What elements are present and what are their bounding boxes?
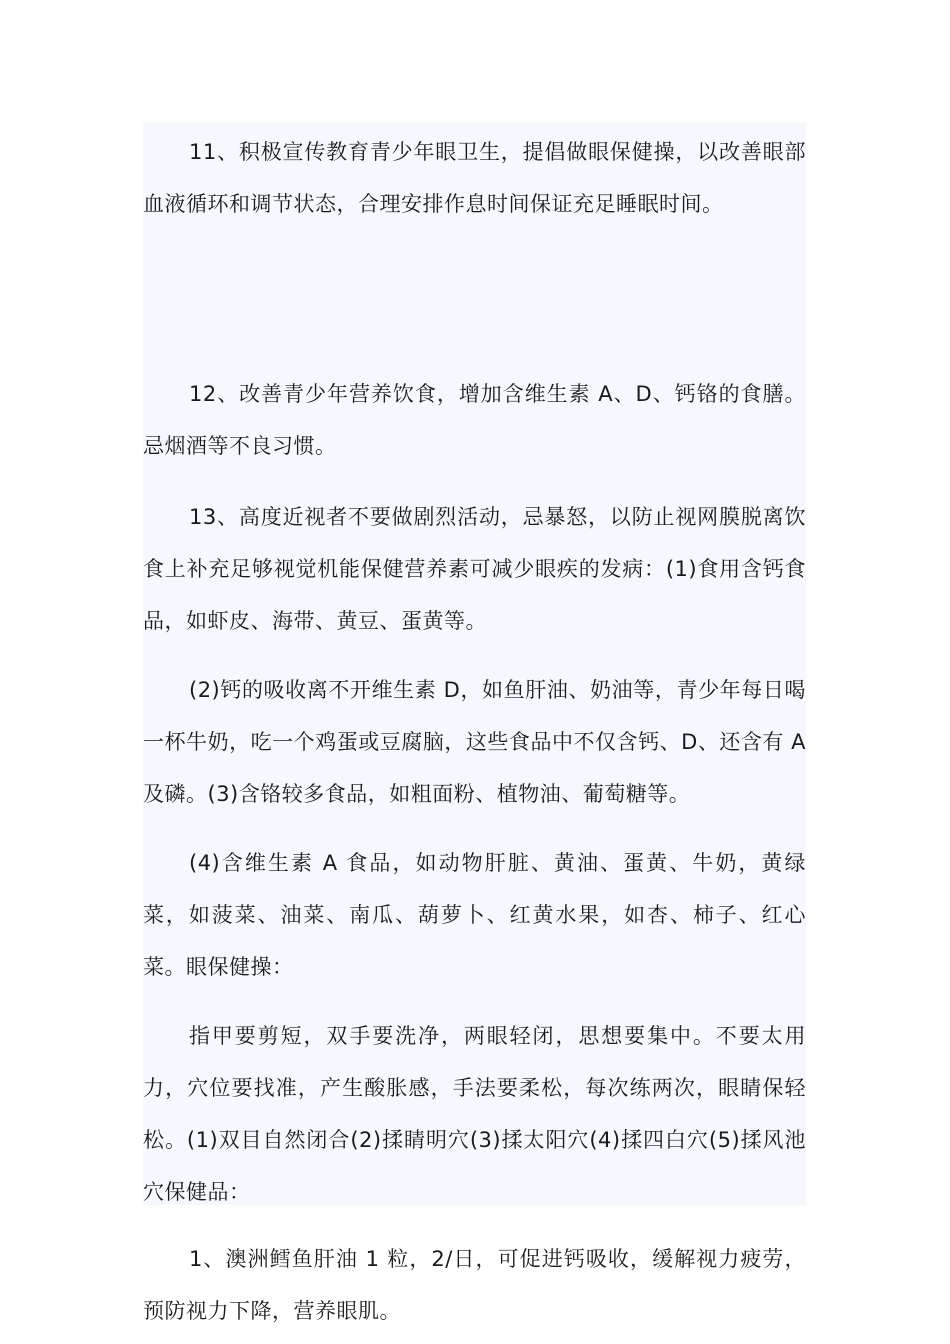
paragraph-health-products: 1、澳洲鳕鱼肝油 1 粒，2/日，可促进钙吸收，缓解视力疲劳，预防视力下降，营养眼肌。	[143, 1247, 806, 1323]
paragraph-vitamin-a: (4)含维生素 A 食品，如动物肝脏、黄油、蛋黄、牛奶，黄绿菜，如菠菜、油菜、南瓜、葫萝卜、红黄水果，如杏、柿子、红心菜。眼保健操：	[143, 851, 806, 979]
paragraph-nutrition: 12、改善青少年营养饮食，增加含维生素 A、D、钙铬的食膳。忌烟酒等不良习惯。	[143, 382, 806, 458]
document-content-panel	[143, 123, 806, 1323]
paragraph-eye-exercise: 指甲要剪短，双手要洗净，两眼轻闭，思想要集中。不要太用力，穴位要找准，产生酸胀感，手法要柔松，每次练两次，眼睛保轻松。(1)双目自然闭合(2)揉睛明穴(3)揉太阳穴(4)揉四白穴(5)揉风池穴保健品：	[143, 1024, 806, 1204]
paragraph-high-myopia: 13、高度近视者不要做剧烈活动，忌暴怒，以防止视网膜脱离饮食上补充足够视觉机能保健营养素可减少眼疾的发病：(1)食用含钙食品，如虾皮、海带、黄豆、蛋黄等。	[143, 505, 806, 633]
paragraph-eye-hygiene: 11、积极宣传教育青少年眼卫生，提倡做眼保健操，以改善眼部血液循环和调节状态，合理安排作息时间保证充足睡眠时间。	[143, 140, 806, 216]
paragraph-calcium-vitamin-d: (2)钙的吸收离不开维生素 D，如鱼肝油、奶油等，青少年每日喝一杯牛奶，吃一个鸡蛋或豆腐脑，这些食品中不仅含钙、D、还含有 A 及磷。(3)含铬较多食品，如粗面粉、植物油、葡萄糖等。	[143, 678, 806, 806]
